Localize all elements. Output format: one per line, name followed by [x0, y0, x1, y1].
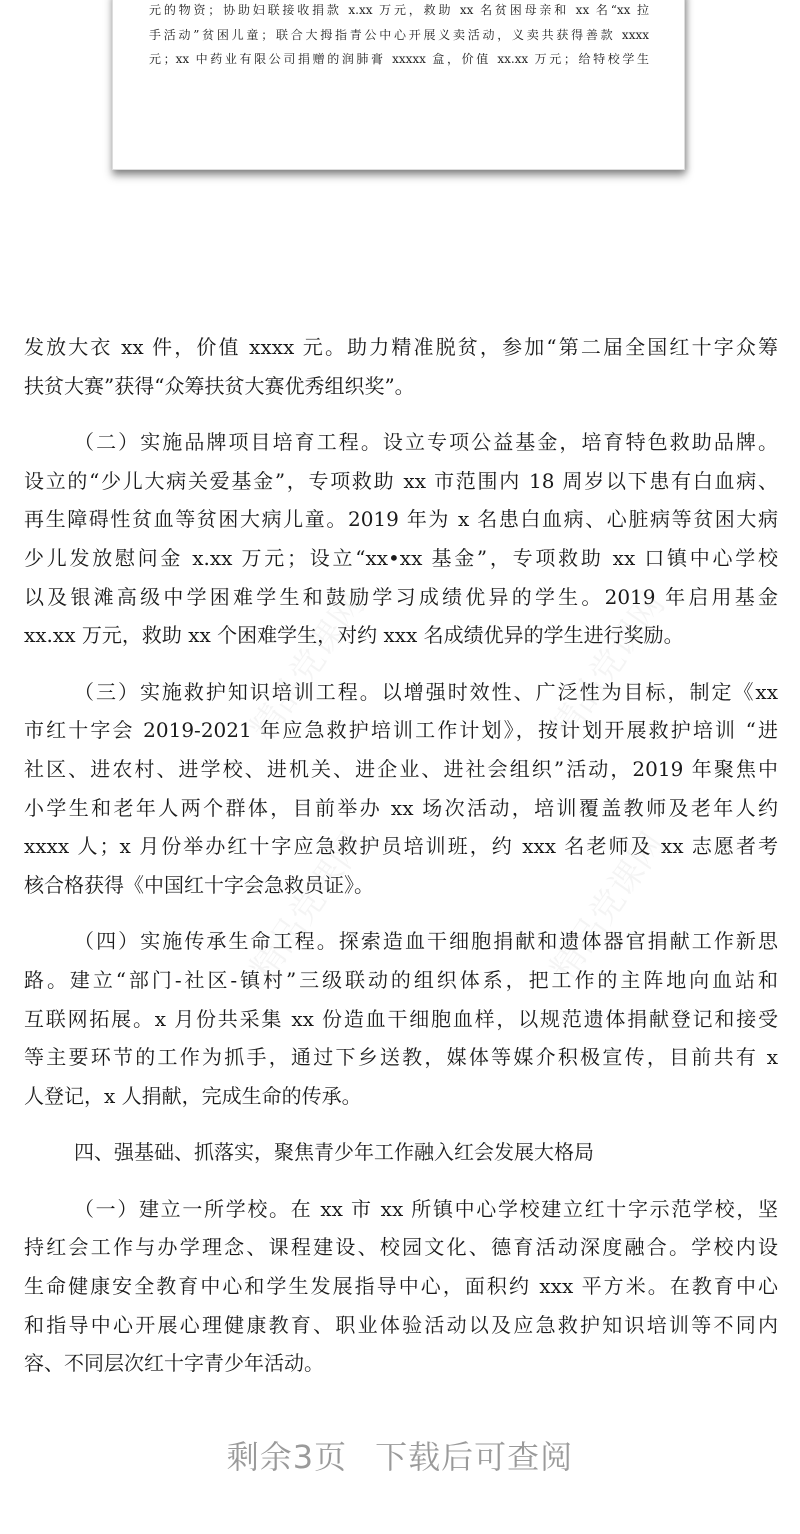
text-line: （四）实施传承生命工程。探索造血干细胞捐献和遗体器官捐献工作新思 — [74, 929, 778, 954]
remaining-pages-text: 剩余3页 — [226, 1438, 348, 1476]
text-line: 少儿发放慰问金 x.xx 万元；设立“xx•xx 基金”，专项救助 xx 口镇中心学校 — [24, 545, 778, 570]
text-line: （二）实施品牌项目培育工程。设立专项公益基金，培育特色救助品牌。 — [74, 430, 778, 455]
download-prompt[interactable] — [0, 1432, 800, 1478]
text-line: 发放大衣 xx 件，价值 xxxx 元。助力精准脱贫，参加“第二届全国红十字众筹 — [24, 335, 778, 359]
text-line: 容、不同层次红十字青少年活动。 — [24, 1351, 324, 1376]
text-line: 生命健康安全教育中心和学生发展指导中心，面积约 xxx 平方米。在教育中心 — [24, 1274, 778, 1299]
paragraph — [24, 922, 778, 1115]
text-line: 人登记，x 人捐献，完成生命的传承。 — [24, 1083, 362, 1108]
text-line: 设立的“少儿大病关爱基金”，专项救助 xx 市范围内 18 周岁以下患有白血病、 — [24, 468, 778, 493]
prev-page-line: 元；xx 中药业有限公司捐赠的润肺膏 xxxxx 盒，价值 xx.xx 万元；给特校学生 — [149, 52, 649, 66]
text-line: 四、强基础、抓落实，聚焦青少年工作融入红会发展大格局 — [74, 1140, 594, 1165]
paragraph — [24, 328, 778, 405]
text-line: 再生障碍性贫血等贫困大病儿童。2019 年为 x 名患白血病、心脏病等贫困大病 — [24, 507, 778, 532]
text-line: 等主要环节的工作为抓手，通过下乡送教，媒体等媒介积极宣传，目前共有 x — [24, 1045, 778, 1070]
text-line: xxxx 人；x 月份举办红十字应急救护员培训班，约 xxx 名老师及 xx 志愿者考 — [24, 834, 778, 859]
text-line: 社区、进农村、进学校、进机关、进企业、进社会组织”活动，2019 年聚焦中 — [24, 756, 778, 781]
paragraph — [24, 423, 778, 655]
prev-page-line: 元的物资；协助妇联接收捐款 x.xx 万元，救助 xx 名贫困母亲和 xx 名“xx 拉 — [149, 3, 649, 17]
text-line: 扶贫大赛”获得“众筹扶贫大赛优秀组织奖”。 — [24, 373, 415, 398]
paragraph — [24, 1190, 778, 1383]
text-line: 互联网拓展。x 月份共采集 xx 份造血干细胞血样，以规范遗体捐献登记和接受 — [24, 1006, 778, 1031]
download-hint-text: 下载后可查阅 — [375, 1438, 574, 1476]
text-line: xx.xx 万元，救助 xx 个困难学生，对约 xxx 名成绩优异的学生进行奖励。 — [24, 623, 684, 648]
previous-page-card — [112, 0, 685, 170]
paragraph — [24, 673, 778, 905]
section-heading — [24, 1133, 778, 1172]
document-body — [24, 328, 778, 1383]
text-line: 和指导中心开展心理健康教育、职业体验活动以及应急救护知识培训等不同内 — [24, 1312, 778, 1337]
text-line: 市红十字会 2019-2021 年应急救护培训工作计划》，按计划开展救护培训 “进 — [24, 718, 778, 743]
text-line: 路。建立“部门-社区-镇村”三级联动的组织体系，把工作的主阵地向血站和 — [24, 967, 778, 992]
text-line: （一）建立一所学校。在 xx 市 xx 所镇中心学校建立红十字示范学校，坚 — [74, 1196, 778, 1221]
text-line: （三）实施救护知识培训工程。以增强时效性、广泛性为目标，制定《xx — [74, 679, 778, 704]
text-line: 持红会工作与办学理念、课程建设、校园文化、德育活动深度融合。学校内设 — [24, 1235, 778, 1260]
text-line: 核合格获得《中国红十字会急救员证》。 — [24, 872, 374, 897]
text-line: 小学生和老年人两个群体，目前举办 xx 场次活动，培训覆盖教师及老年人约 — [24, 795, 778, 820]
prev-page-line: 手活动”贫困儿童；联合大拇指青公中心开展义卖活动，义卖共获得善款 xxxx — [149, 28, 649, 42]
text-line: 以及银滩高级中学困难学生和鼓励学习成绩优异的学生。2019 年启用基金 — [24, 584, 778, 609]
